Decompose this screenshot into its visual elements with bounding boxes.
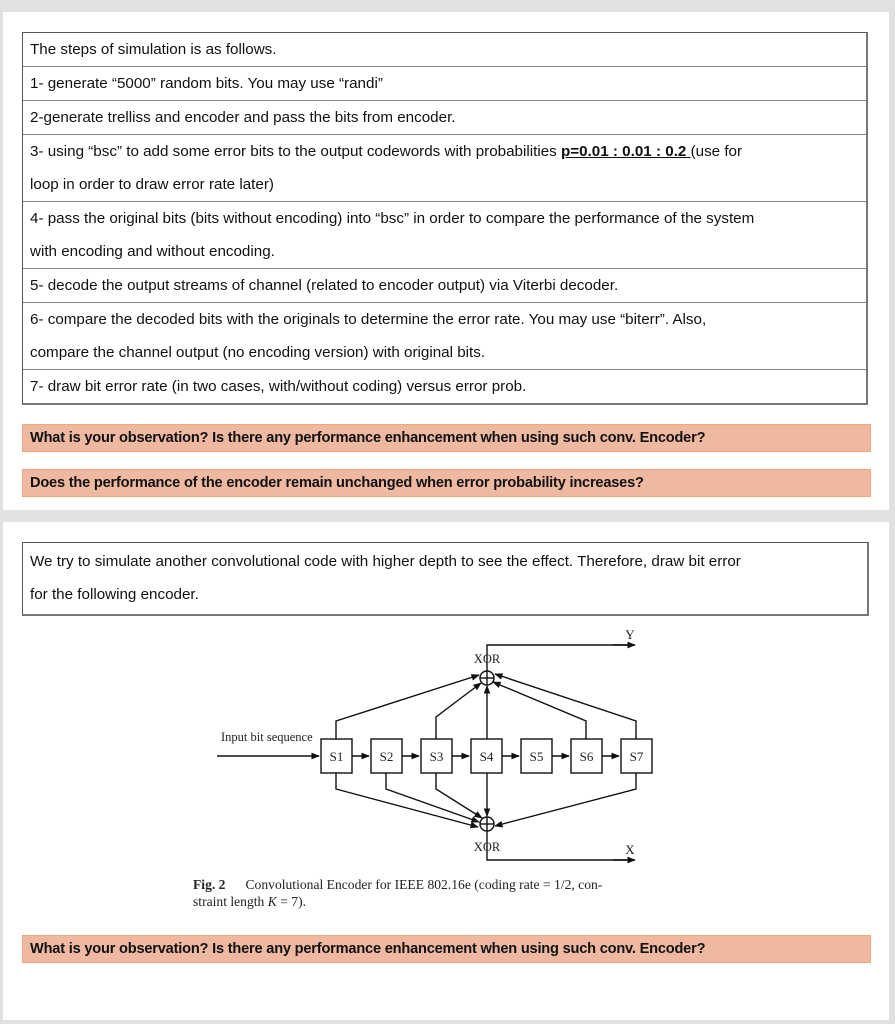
input-label: Input bit sequence xyxy=(221,730,313,744)
caption-text: Convolutional Encoder for IEEE 802.16e (coding rate = 1/2, con- xyxy=(245,877,603,892)
register-s4: S4 xyxy=(479,749,494,764)
constraint-variable: K xyxy=(267,894,277,909)
caption-text-3: = 7). xyxy=(276,894,307,909)
document-page-1 xyxy=(3,12,889,510)
bottom-xor-label: XOR xyxy=(473,840,501,854)
output-x-label: X xyxy=(625,842,635,857)
encoder-intro-box xyxy=(22,542,869,616)
figure-caption xyxy=(193,876,713,910)
top-xor-label: XOR xyxy=(473,652,501,666)
step-5: 5- decode the output streams of channel (related to encoder output) via Viterbi decoder. xyxy=(23,269,866,303)
step-3 xyxy=(23,135,866,168)
step-2: 2-generate trelliss and encoder and pass the bits from encoder. xyxy=(23,101,866,135)
step-3-text-end: (use for xyxy=(690,143,743,160)
simulation-steps-box xyxy=(22,32,868,405)
register-s3: S3 xyxy=(429,749,444,764)
step-3-continued: loop in order to draw error rate later) xyxy=(23,168,866,202)
output-y-label: Y xyxy=(625,627,635,642)
register-s7: S7 xyxy=(629,749,644,764)
register-s1: S1 xyxy=(329,749,344,764)
step-1: 1- generate “5000” random bits. You may use “randi” xyxy=(23,67,866,101)
convolutional-encoder-diagram xyxy=(193,622,673,872)
caption-text-2: straint length xyxy=(193,894,268,909)
document-page-2 xyxy=(3,522,889,1020)
step-4: 4- pass the original bits (bits without encoding) into “bsc” in order to compare the performance of the system xyxy=(30,210,755,227)
step-3-text: 3- using “bsc” to add some error bits to the output codewords with probabilities xyxy=(30,143,561,160)
probability-range: p=0.01 : 0.01 : 0.2 xyxy=(560,143,691,160)
intro-line-1: We try to simulate another convolutional code with higher depth to see the effect. Therefore, draw bit error xyxy=(30,553,741,570)
register-s5: S5 xyxy=(529,749,544,764)
step-6: 6- compare the decoded bits with the originals to determine the error rate. You may use “biterr”. Also, xyxy=(30,311,707,328)
steps-intro: The steps of simulation is as follows. xyxy=(23,33,866,67)
step-6-continued: compare the channel output (no encoding version) with original bits. xyxy=(23,336,866,370)
question-performance-change: Does the performance of the encoder remain unchanged when error probability increases? xyxy=(22,469,871,497)
caption-line-1 xyxy=(193,876,713,893)
intro-line-2: for the following encoder. xyxy=(30,586,199,603)
step-7: 7- draw bit error rate (in two cases, with/without coding) versus error prob. xyxy=(30,378,527,395)
register-s6: S6 xyxy=(579,749,594,764)
question-observation-2: What is your observation? Is there any performance enhancement when using such conv. Encoder? xyxy=(22,935,871,963)
step-4-continued: with encoding and without encoding. xyxy=(23,235,866,269)
figure-label: Fig. 2 xyxy=(193,877,226,892)
question-observation: What is your observation? Is there any performance enhancement when using such conv. Encoder? xyxy=(22,424,871,452)
register-s2: S2 xyxy=(379,749,394,764)
caption-line-2 xyxy=(193,893,713,910)
